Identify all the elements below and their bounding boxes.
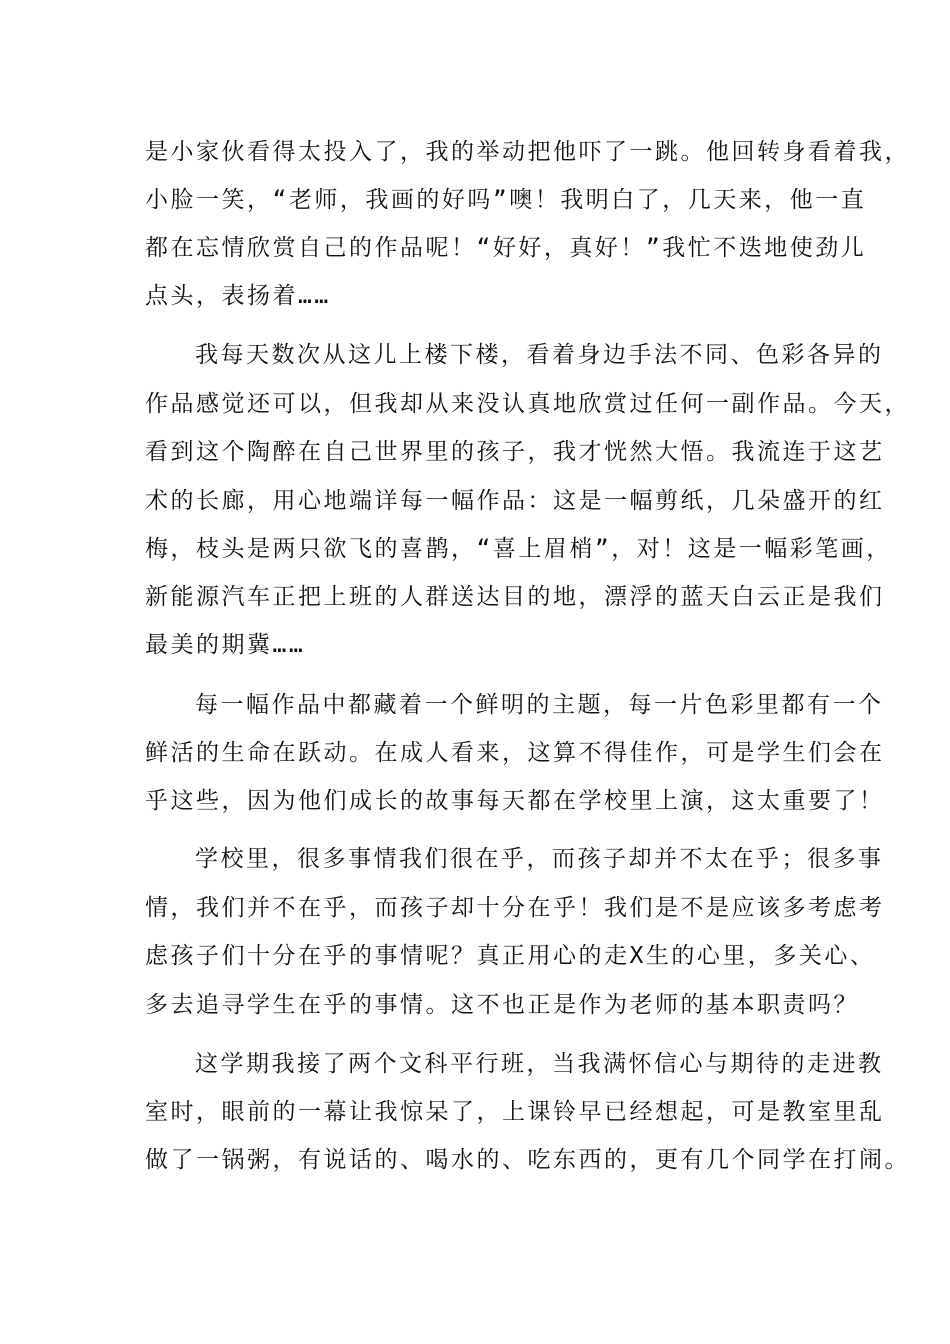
paragraph-4-line-3: 虑孩子们十分在乎的事情呢？真正用心的走X生的心里，多关心、 <box>145 943 876 969</box>
paragraph-3-line-1: 每一幅作品中都藏着一个鲜明的主题，每一片色彩里都有一个 <box>195 692 884 718</box>
paragraph-2-line-7: 最美的期冀…… <box>145 632 306 658</box>
paragraph-1-line-4: 点头，表扬着…… <box>145 283 331 309</box>
paragraph-1-line-1: 是小家伙看得太投入了，我的举动把他吓了一跳。他回转身看着我， <box>145 139 910 165</box>
paragraph-1-line-3: 都在忘情欣赏自己的作品呢！“好好，真好！”我忙不迭地使劲儿 <box>145 235 867 261</box>
paragraph-2-line-3: 看到这个陶醉在自己世界里的孩子，我才恍然大悟。我流连于这艺 <box>145 439 885 465</box>
paragraph-2-line-4: 术的长廊，用心地端详每一幅作品：这是一幅剪纸，几朵盛开的红 <box>145 488 885 514</box>
paragraph-3-line-3: 乎这些，因为他们成长的故事每天都在学校里上演，这太重要了！ <box>145 788 885 814</box>
paragraph-1-line-2: 小脸一笑，“老师，我画的好吗”噢！我明白了，几天来，他一直 <box>145 187 867 213</box>
paragraph-4-line-4: 多去追寻学生在乎的事情。这不也正是作为老师的基本职责吗？ <box>145 992 859 1018</box>
paragraph-2-line-1: 我每天数次从这儿上楼下楼，看着身边手法不同、色彩各异的 <box>195 342 884 368</box>
paragraph-5-line-1: 这学期我接了两个文科平行班，当我满怀信心与期待的走进教 <box>195 1051 884 1077</box>
paragraph-4-line-1: 学校里，很多事情我们很在乎，而孩子却并不太在乎；很多事 <box>195 846 884 872</box>
paragraph-5-line-3: 做了一锅粥，有说话的、喝水的、吃东西的，更有几个同学在打闹。 <box>145 1147 910 1173</box>
paragraph-3-line-2: 鲜活的生命在跃动。在成人看来，这算不得佳作，可是学生们会在 <box>145 740 885 766</box>
paragraph-5-line-2: 室时，眼前的一幕让我惊呆了，上课铃早已经想起，可是教室里乱 <box>145 1099 885 1125</box>
paragraph-2-line-2: 作品感觉还可以，但我却从来没认真地欣赏过任何一副作品。今天， <box>145 391 910 417</box>
paragraph-2-line-5: 梅，枝头是两只欲飞的喜鹊，“喜上眉梢”，对！这是一幅彩笔画， <box>145 536 892 562</box>
paragraph-2-line-6: 新能源汽车正把上班的人群送达目的地，漂浮的蓝天白云正是我们 <box>145 584 885 610</box>
paragraph-4-line-2: 情，我们并不在乎，而孩子却十分在乎！我们是不是应该多考虑考 <box>145 895 885 921</box>
